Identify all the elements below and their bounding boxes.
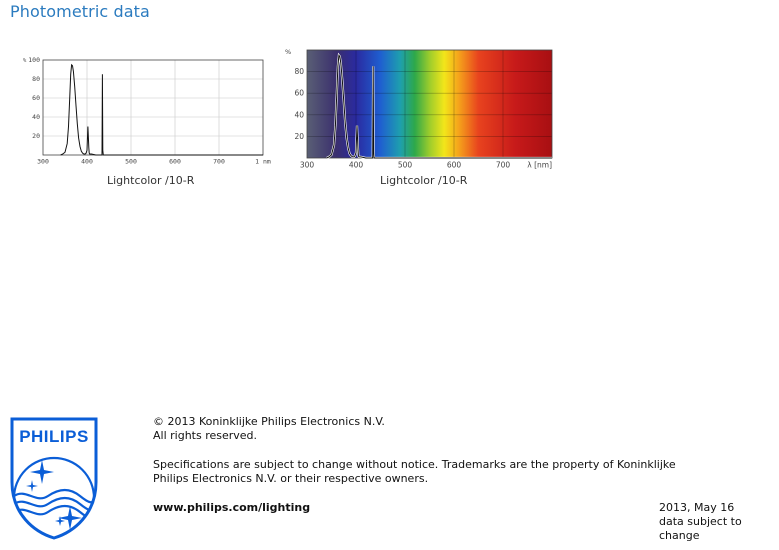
y-tick-label: 60 (294, 88, 304, 98)
spec-line-2: Philips Electronics N.V. or their respective owners. (153, 472, 429, 485)
spectrum-chart-plain (18, 52, 271, 170)
y-tick-label: 20 (294, 131, 304, 141)
x-tick-label: 300 (37, 157, 49, 166)
x-tick-label: 400 (81, 157, 93, 166)
philips-logo (8, 416, 100, 540)
x-tick-label: 500 (125, 157, 137, 166)
y-axis-label: % (285, 47, 292, 56)
y-tick-label: 40 (32, 113, 40, 122)
copyright-line: © 2013 Koninklijke Philips Electronics N.V. (153, 415, 385, 428)
date-line: 2013, May 16 (659, 501, 735, 514)
copyright-block (153, 415, 385, 443)
chart-caption-colored: Lightcolor /10-R (380, 174, 468, 187)
y-tick-label: 100 (28, 56, 40, 65)
x-tick-label: 600 (169, 157, 181, 166)
x-tick-label: 500 (397, 160, 413, 170)
page-title: Photometric data (10, 2, 150, 21)
svg-text:PHILIPS: PHILIPS (19, 427, 89, 446)
y-tick-label: 80 (32, 75, 40, 84)
x-tick-label: 400 (348, 160, 364, 170)
chart-caption-plain: Lightcolor /10-R (107, 174, 195, 187)
y-tick-label: 80 (294, 67, 304, 77)
disclaimer-line: data subject to change (659, 515, 742, 542)
date-block (659, 501, 779, 543)
x-tick-label: 300 (299, 160, 315, 170)
x-axis-label: λ [nm] (527, 160, 552, 170)
x-tick-label: 1 nm (255, 157, 271, 166)
y-unit-label: % (23, 58, 27, 65)
x-tick-label: 600 (446, 160, 462, 170)
y-tick-label: 20 (32, 132, 40, 141)
y-tick-label: 40 (294, 110, 304, 120)
website-link[interactable]: www.philips.com/lighting (153, 501, 311, 514)
spectrum-chart-colored (278, 44, 558, 174)
specifications-block (153, 458, 676, 486)
x-tick-label: 700 (213, 157, 225, 166)
spec-line-1: Specifications are subject to change without notice. Trademarks are the property of Koninklijke (153, 458, 676, 471)
rights-line: All rights reserved. (153, 429, 258, 442)
y-tick-label: 60 (32, 94, 40, 103)
x-tick-label: 700 (495, 160, 511, 170)
